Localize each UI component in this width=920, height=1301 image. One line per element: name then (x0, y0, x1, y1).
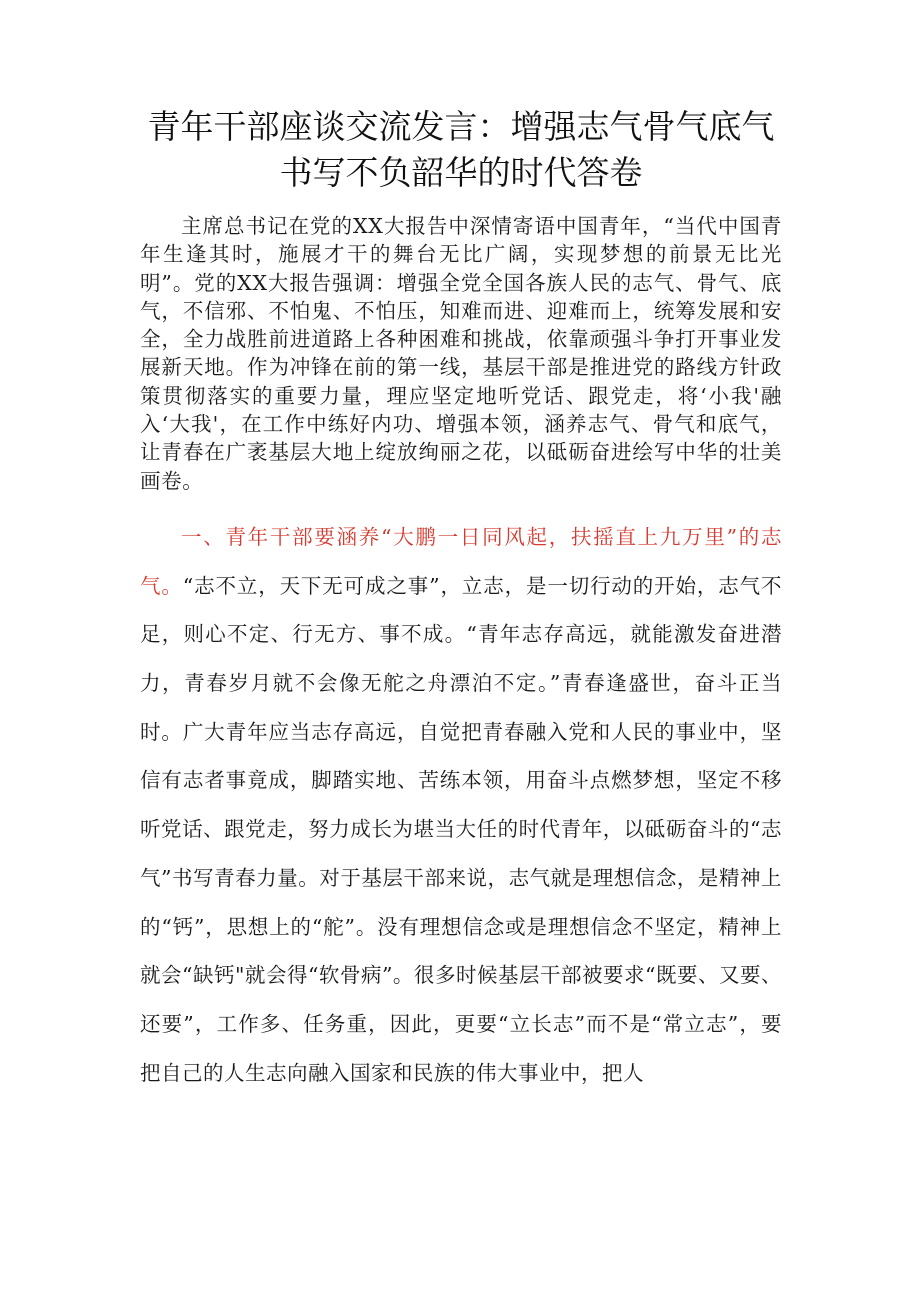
section-1-body: “志不立，天下无可成之事”，立志，是一切行动的开始，志气不足，则心不定、行无方、事不成。“青年志存高远，就能激发奋进潜力，青春岁月就不会像无舵之舟漂泊不定。”青春逢盛世，奋斗正当时。广大青年应当志存高远，自觉把青春融入党和人民的事业中，坚信有志者事竟成，脚踏实地、苦练本领，用奋斗点燃梦想，坚定不移听党话、跟党走，努力成长为堪当大任的时代青年，以砥砺奋斗的“志气”书写青春力量。对于基层干部来说，志气就是理想信念，是精神上的“钙”，思想上的“舵”。没有理想信念或是理想信念不坚定，精神上就会“缺钙"就会得“软骨病”。很多时候基层干部被要求“既要、又要、还要”，工作多、任务重，因此，更要“立长志”而不是“常立志”，要把自己的人生志向融入国家和民族的伟大事业中，把人 (140, 573, 783, 1085)
section-1-heading: 一、青年干部要涵养“大鹏一日同风起，扶摇直上九万里”的志气。 (140, 524, 782, 598)
page-title (140, 104, 782, 196)
intro-paragraph: 主席总书记在党的XX大报告中深情寄语中国青年，“当代中国青年生逢其时，施展才干的舞台无比广阔，实现梦想的前景无比光明”。党的XX大报告强调：增强全党全国各族人民的志气、骨气、底气，不信邪、不怕鬼、不怕压，知难而进、迎难而上，统筹发展和安全，全力战胜前进道路上各种困难和挑战，依靠顽强斗争打开事业发展新天地。作为冲锋在前的第一线，基层干部是推进党的路线方针政策贯彻落实的重要力量，理应坚定地听党话、跟党走，将‘小我'融入‘大我'，在工作中练好内功、增强本领，涵养志气、骨气和底气，让青春在广袤基层大地上绽放绚丽之花，以砥砺奋进绘写中华的壮美画卷。 (140, 214, 782, 493)
title-line-2: 书写不负韶华的时代答卷 (279, 153, 643, 192)
section-1-paragraph (140, 513, 782, 1097)
title-line-1: 青年干部座谈交流发言：增强志气骨气底气 (147, 107, 775, 146)
